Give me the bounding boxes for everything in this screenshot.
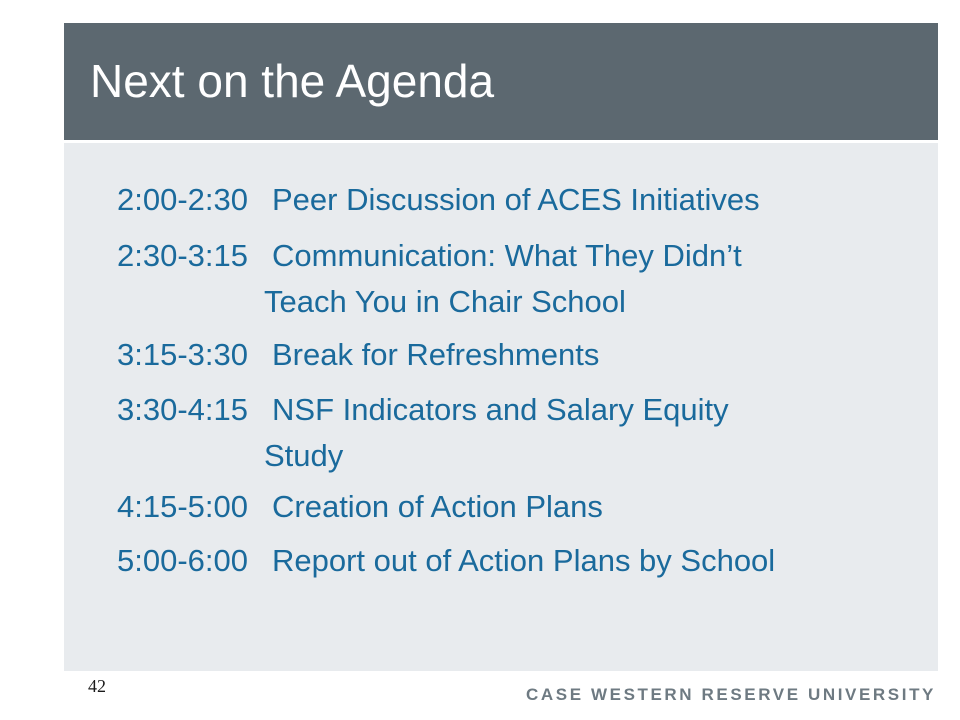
agenda-description: [272, 484, 912, 530]
agenda-description-line: Study: [264, 438, 344, 473]
agenda-description-line: Report out of Action Plans by School: [272, 543, 776, 578]
agenda-description: [272, 332, 912, 378]
agenda-time: 3:30-4:15: [117, 392, 248, 427]
title-bar: [64, 23, 938, 140]
agenda-time: 2:30-3:15: [117, 238, 248, 273]
content-panel: [64, 143, 938, 671]
agenda-description-line: NSF Indicators and Salary Equity: [272, 392, 729, 427]
agenda-time: 3:15-3:30: [117, 337, 248, 372]
university-logo: CASE WESTERN RESERVE UNIVERSITY: [526, 685, 936, 704]
slide-title: Next on the Agenda: [90, 55, 495, 107]
agenda-description-line: Peer Discussion of ACES Initiatives: [272, 182, 760, 217]
agenda-description-line: Break for Refreshments: [272, 337, 600, 372]
agenda-time: 5:00-6:00: [117, 543, 248, 578]
agenda-description: [272, 538, 912, 584]
agenda-description-line: Teach You in Chair School: [264, 284, 626, 319]
agenda-description: [264, 387, 912, 479]
agenda-description: [272, 177, 912, 223]
agenda-description: [264, 233, 912, 325]
agenda-description-line: Communication: What They Didn’t: [272, 238, 742, 273]
page-number: 42: [88, 676, 106, 696]
agenda-time: 4:15-5:00: [117, 489, 248, 524]
agenda-description-line: Creation of Action Plans: [272, 489, 603, 524]
agenda-time: 2:00-2:30: [117, 182, 248, 217]
agenda-list: [64, 143, 938, 671]
